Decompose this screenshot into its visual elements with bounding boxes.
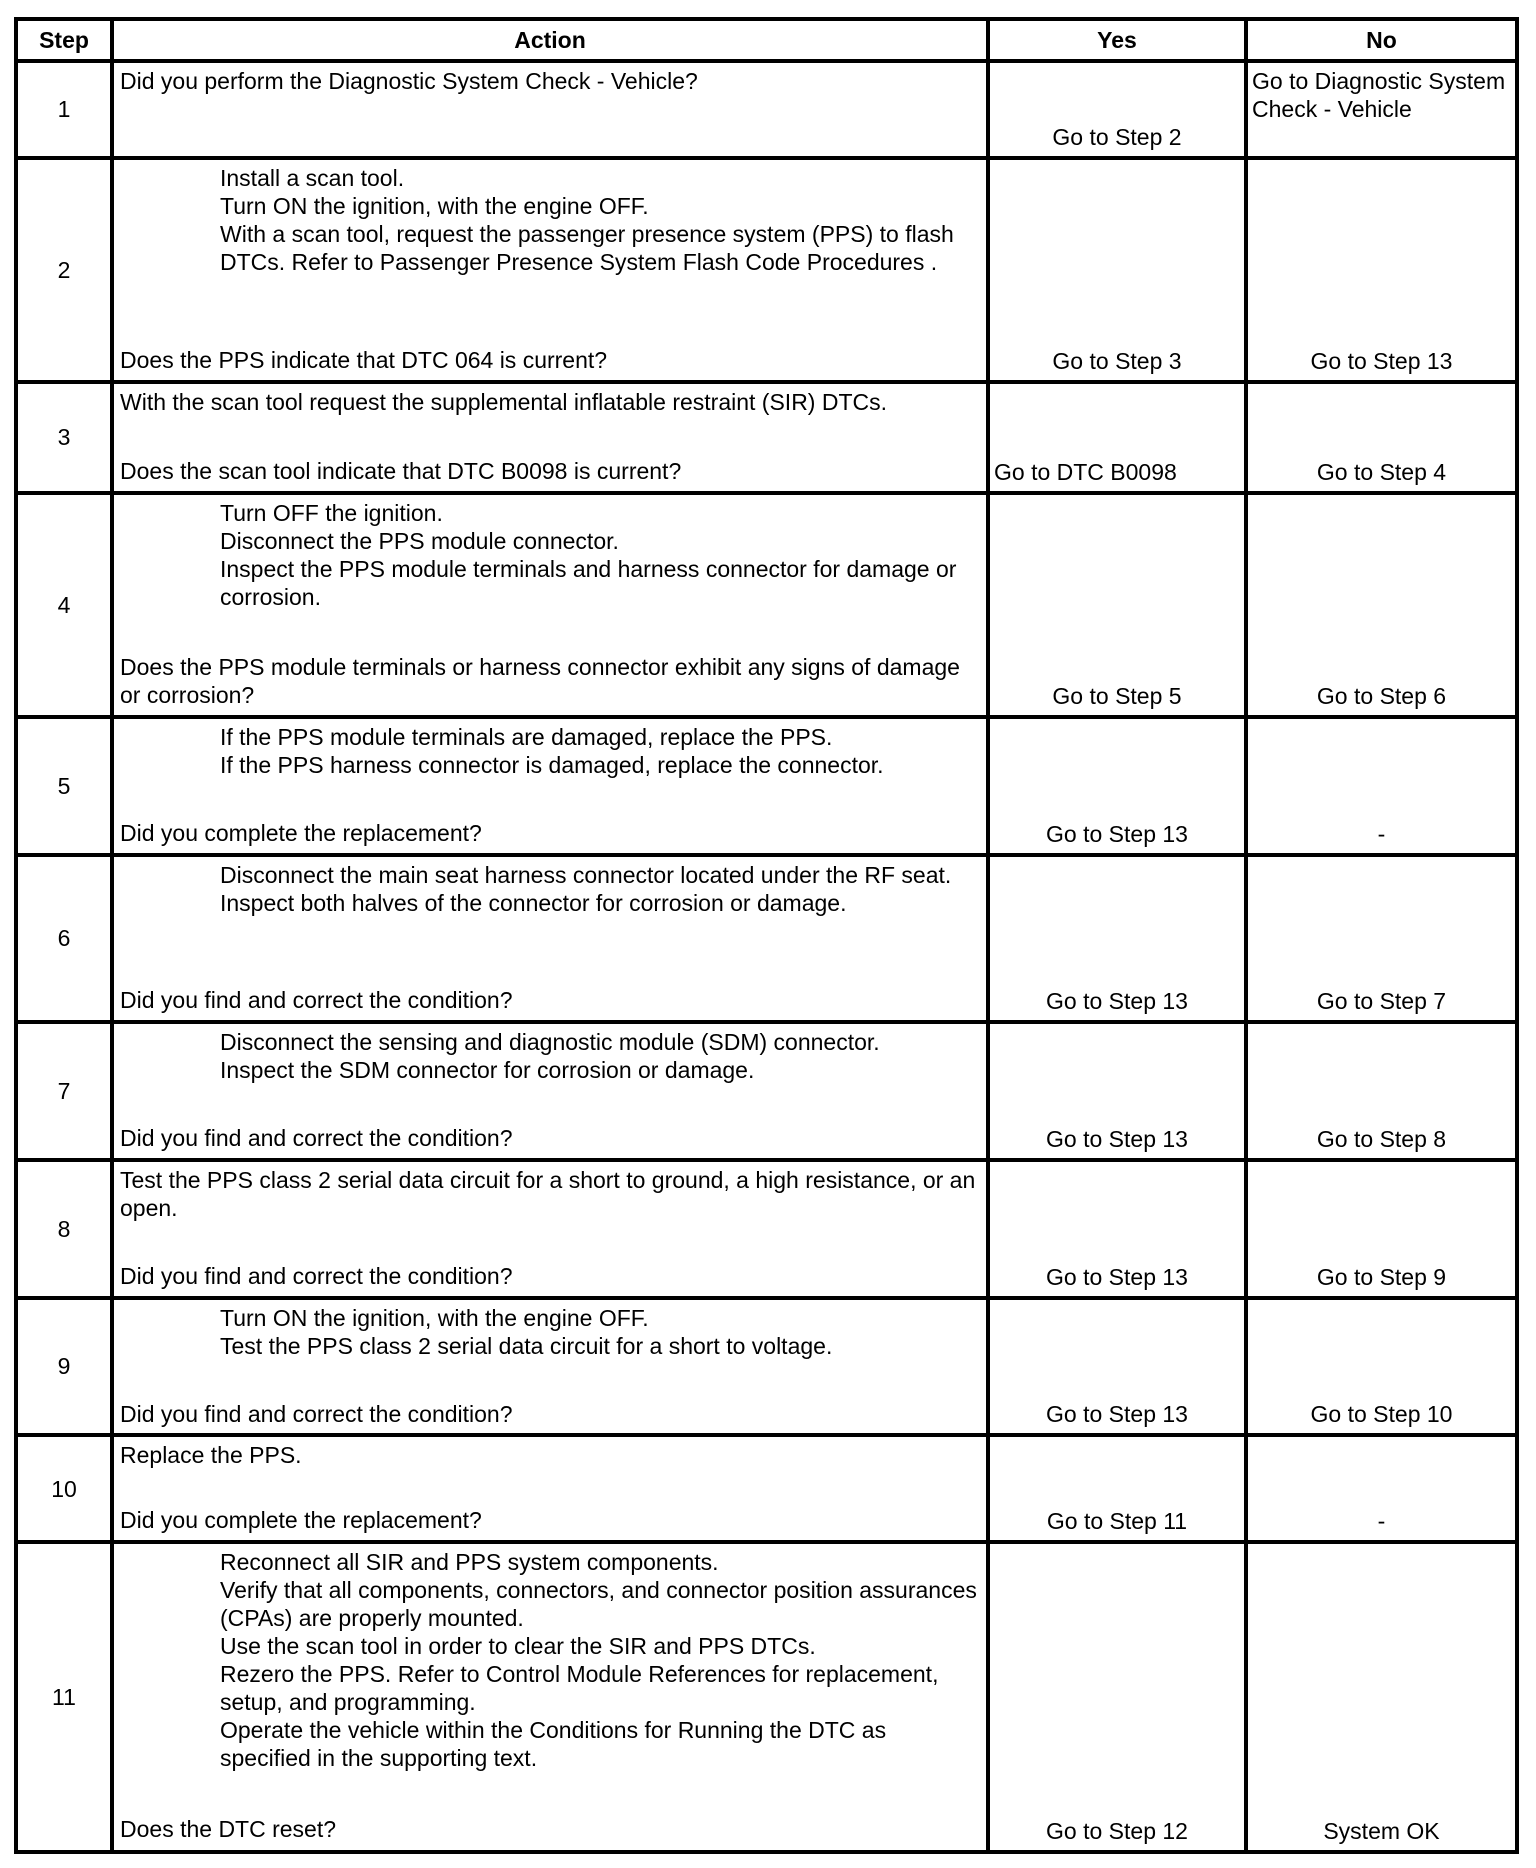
- header-yes: Yes: [988, 19, 1246, 61]
- action-cell: [112, 717, 988, 855]
- action-instruction: Rezero the PPS. Refer to Control Module References for replacement, setup, and programming.: [220, 1661, 939, 1716]
- action-instruction: Install a scan tool.: [220, 164, 405, 191]
- no-result: Go to Step 9: [1246, 1160, 1517, 1298]
- yes-result: Go to Step 3: [988, 158, 1246, 382]
- action-instruction: If the PPS harness connector is damaged, replace the connector.: [220, 752, 884, 778]
- action-instruction: Use the scan tool in order to clear the SIR and PPS DTCs.: [220, 1633, 816, 1660]
- action-instruction: If the PPS module terminals are damaged, replace the PPS.: [220, 724, 833, 750]
- table-row: [16, 1542, 1517, 1852]
- table-row: [16, 1298, 1517, 1436]
- action-instruction: Inspect the PPS module terminals and harness connector for damage or corrosion.: [220, 555, 957, 610]
- action-instruction: Replace the PPS.: [120, 1442, 302, 1469]
- table-row: [16, 1435, 1517, 1542]
- step-number: 4: [16, 493, 112, 717]
- action-question: Did you find and correct the condition?: [120, 1124, 513, 1151]
- action-instruction: Disconnect the PPS module connector.: [220, 527, 619, 554]
- diagnostic-table: [14, 17, 1519, 1854]
- action-instruction: Did you perform the Diagnostic System Check - Vehicle?: [120, 68, 698, 94]
- step-number: 2: [16, 158, 112, 382]
- action-instruction: Inspect the SDM connector for corrosion or damage.: [220, 1056, 755, 1083]
- action-instruction: Turn OFF the ignition.: [220, 499, 443, 526]
- no-result: -: [1246, 717, 1517, 855]
- step-number: 8: [16, 1160, 112, 1298]
- step-number: 5: [16, 717, 112, 855]
- action-question: Does the PPS indicate that DTC 064 is current?: [120, 346, 608, 373]
- step-number: 9: [16, 1298, 112, 1436]
- no-result: Go to Step 4: [1246, 382, 1517, 493]
- header-row: [16, 19, 1517, 61]
- action-question: Did you complete the replacement?: [120, 1507, 482, 1534]
- action-question: Did you find and correct the condition?: [120, 986, 513, 1013]
- action-cell: [112, 61, 988, 158]
- no-result: Go to Step 10: [1246, 1298, 1517, 1436]
- yes-result: Go to Step 5: [988, 493, 1246, 717]
- action-cell: [112, 493, 988, 717]
- yes-result: Go to DTC B0098: [988, 382, 1246, 493]
- table-row: [16, 61, 1517, 158]
- action-instruction: Disconnect the sensing and diagnostic module (SDM) connector.: [220, 1028, 880, 1055]
- table-row: [16, 493, 1517, 717]
- yes-result: Go to Step 13: [988, 1022, 1246, 1160]
- step-number: 7: [16, 1022, 112, 1160]
- action-instruction: Test the PPS class 2 serial data circuit for a short to voltage.: [220, 1332, 833, 1359]
- header-step: Step: [16, 19, 112, 61]
- table-row: [16, 1022, 1517, 1160]
- action-instruction: With a scan tool, request the passenger presence system (PPS) to flash DTCs. Refer to Passenger Presence System Flash Code Procedures .: [220, 220, 954, 275]
- action-cell: [112, 1160, 988, 1298]
- no-result: Go to Step 6: [1246, 493, 1517, 717]
- action-instruction: Turn ON the ignition, with the engine OFF.: [220, 192, 649, 219]
- yes-result: Go to Step 13: [988, 855, 1246, 1022]
- table-row: [16, 855, 1517, 1022]
- action-question: Does the DTC reset?: [120, 1816, 337, 1843]
- action-instruction: Verify that all components, connectors, and connector position assurances (CPAs) are properly mounted.: [220, 1577, 977, 1632]
- action-question: Did you find and correct the condition?: [120, 1262, 513, 1289]
- step-number: 6: [16, 855, 112, 1022]
- yes-result: Go to Step 13: [988, 1298, 1246, 1436]
- step-number: 1: [16, 61, 112, 158]
- action-instruction: With the scan tool request the supplemental inflatable restraint (SIR) DTCs.: [120, 388, 888, 415]
- no-result: Go to Diagnostic System Check - Vehicle: [1246, 61, 1517, 158]
- action-instruction: Inspect both halves of the connector for corrosion or damage.: [220, 889, 847, 916]
- no-result: Go to Step 8: [1246, 1022, 1517, 1160]
- action-cell: [112, 1298, 988, 1436]
- table-row: [16, 1160, 1517, 1298]
- action-cell: [112, 1542, 988, 1852]
- yes-result: Go to Step 13: [988, 1160, 1246, 1298]
- action-cell: [112, 158, 988, 382]
- no-result: Go to Step 13: [1246, 158, 1517, 382]
- step-number: 11: [16, 1542, 112, 1852]
- table-row: [16, 717, 1517, 855]
- action-cell: [112, 855, 988, 1022]
- step-number: 10: [16, 1435, 112, 1542]
- action-instruction: Turn ON the ignition, with the engine OFF.: [220, 1304, 649, 1331]
- table-row: [16, 382, 1517, 493]
- yes-result: Go to Step 11: [988, 1435, 1246, 1542]
- action-cell: [112, 382, 988, 493]
- no-result: -: [1246, 1435, 1517, 1542]
- action-question: Did you find and correct the condition?: [120, 1400, 513, 1427]
- action-question: Does the PPS module terminals or harness connector exhibit any signs of damage or corrosion?: [120, 653, 960, 708]
- yes-result: Go to Step 2: [988, 61, 1246, 158]
- table-row: [16, 158, 1517, 382]
- action-cell: [112, 1435, 988, 1542]
- action-cell: [112, 1022, 988, 1160]
- action-instruction: Operate the vehicle within the Conditions for Running the DTC as specified in the supporting text.: [220, 1717, 887, 1772]
- step-number: 3: [16, 382, 112, 493]
- yes-result: Go to Step 13: [988, 717, 1246, 855]
- action-instruction: Reconnect all SIR and PPS system components.: [220, 1549, 719, 1576]
- action-question: Does the scan tool indicate that DTC B0098 is current?: [120, 457, 682, 484]
- header-no: No: [1246, 19, 1517, 61]
- action-instruction: Test the PPS class 2 serial data circuit for a short to ground, a high resistance, or an open.: [120, 1166, 976, 1221]
- action-question: Did you complete the replacement?: [120, 820, 482, 846]
- no-result: Go to Step 7: [1246, 855, 1517, 1022]
- action-instruction: Disconnect the main seat harness connector located under the RF seat.: [220, 861, 952, 888]
- yes-result: Go to Step 12: [988, 1542, 1246, 1852]
- header-action: Action: [112, 19, 988, 61]
- no-result: System OK: [1246, 1542, 1517, 1852]
